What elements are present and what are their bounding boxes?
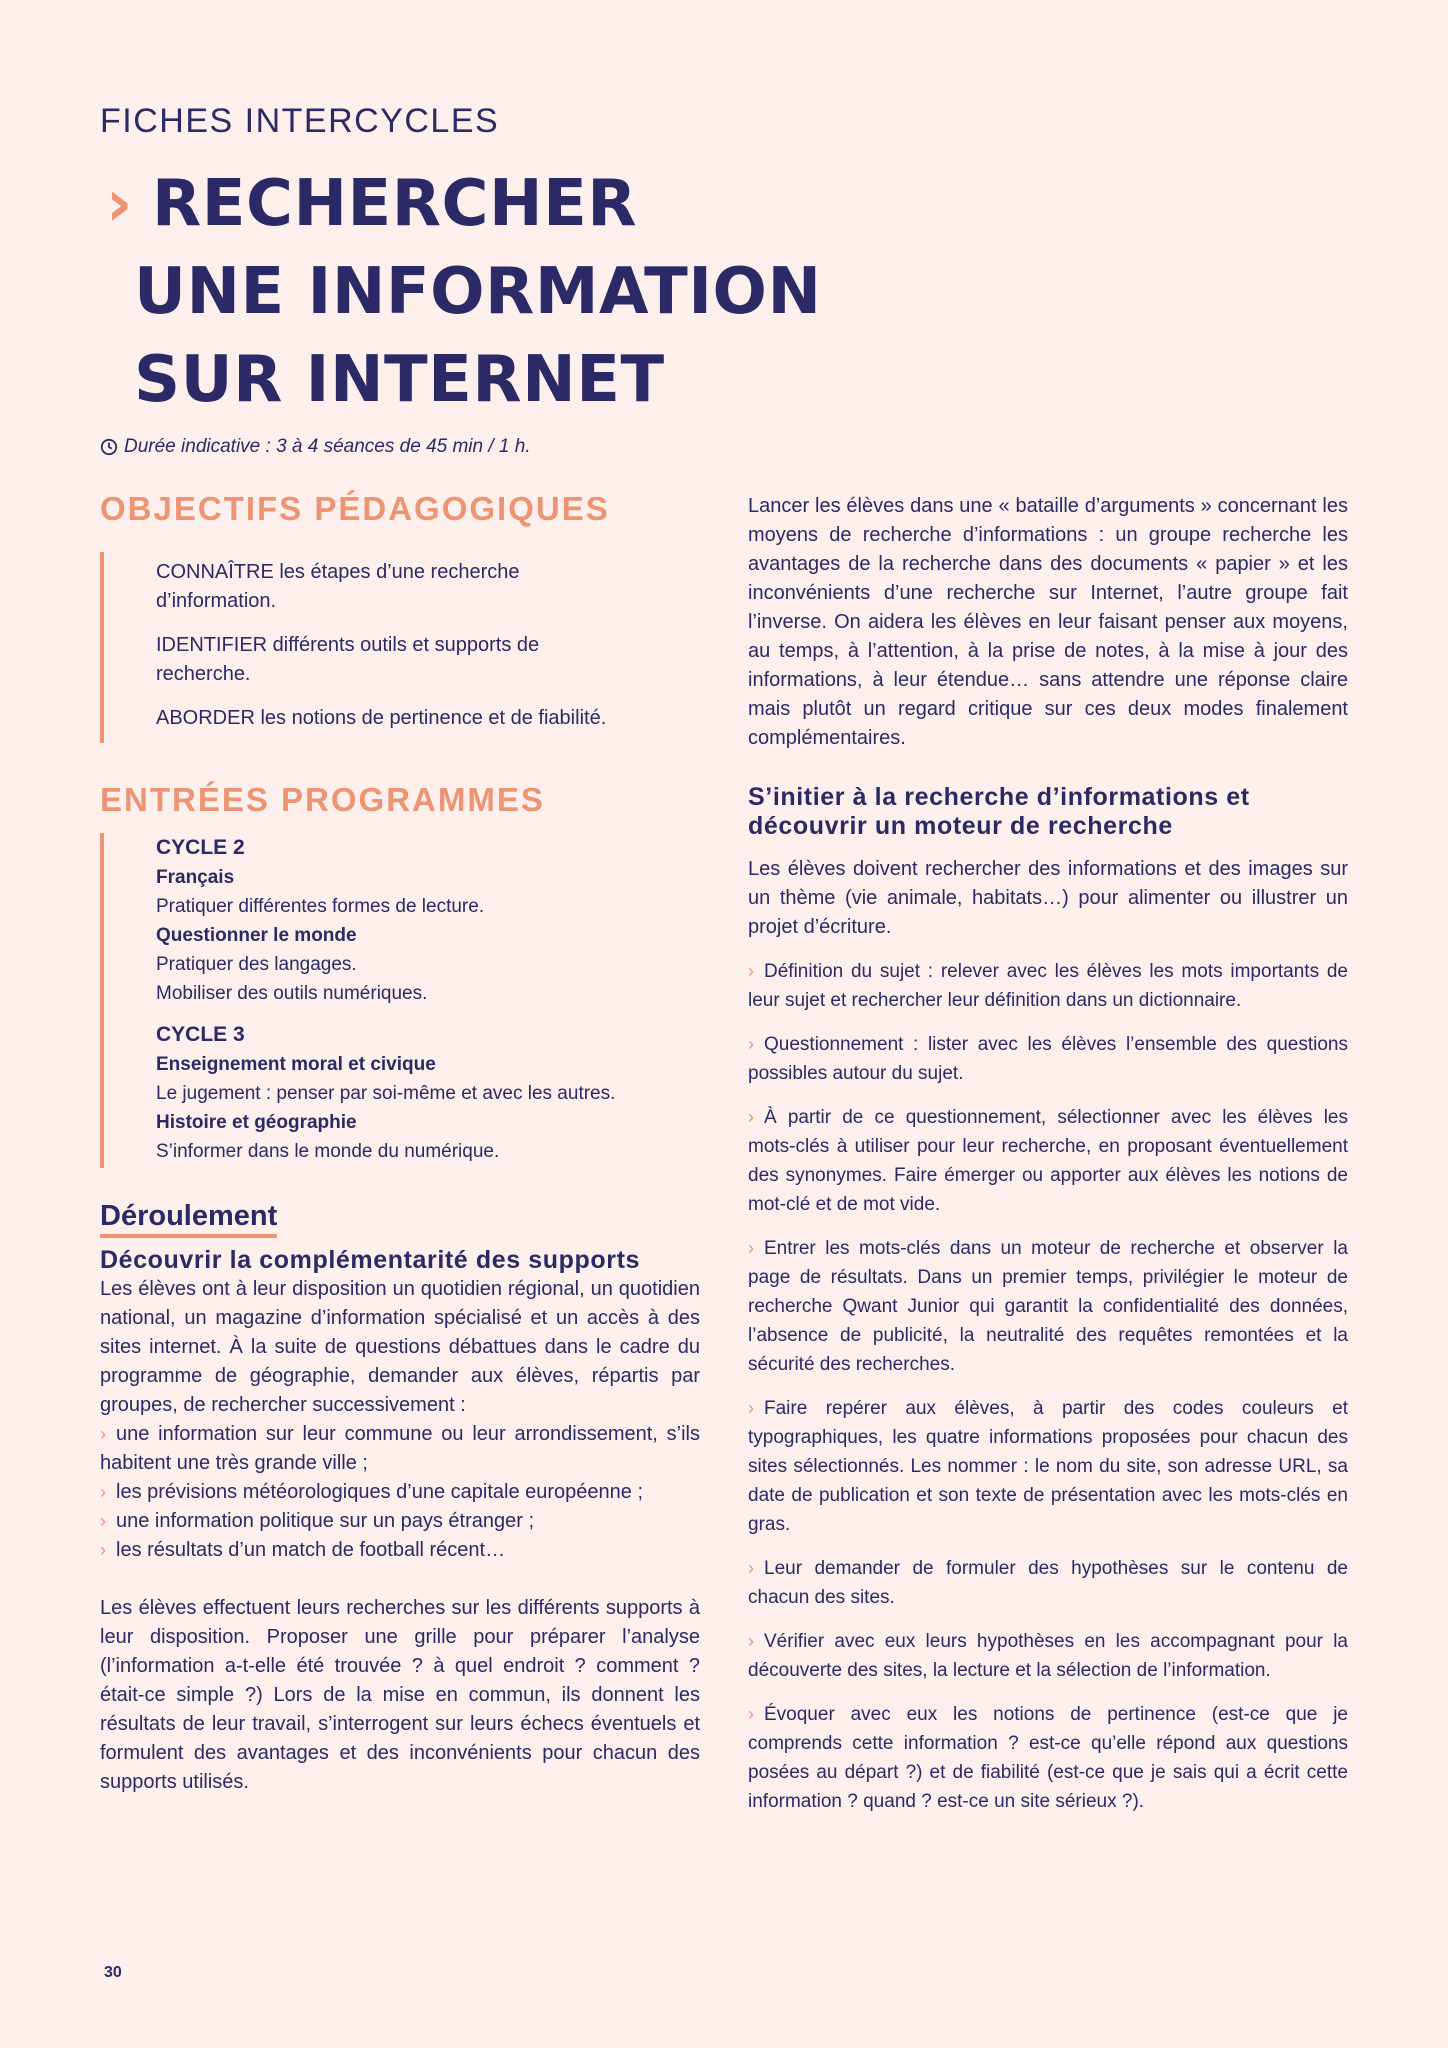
step-item: › Définition du sujet : relever avec les élèves les mots importants de leur sujet et rechercher leur définition dans un dictionnaire.: [748, 961, 1348, 1011]
section-2-intro: Les élèves doivent rechercher des informations et des images sur un thème (vie animale, habitats…) pour alimenter ou illustrer un projet d’écriture.: [748, 858, 1348, 938]
list-item: › les résultats d’un match de football récent…: [100, 1539, 506, 1561]
objectif-item: IDENTIFIER différents outils et supports de recherche.: [156, 634, 540, 685]
programme-item: Le jugement : penser par soi-même et avec les autres.: [156, 1083, 616, 1104]
step-item: › Évoquer avec eux les notions de pertinence (est-ce que je comprends cette information ? est-ce qu’elle répond aux questions posées au départ ?) et de fiabilité (est-ce que je sais qui a écrit cette information ? quand ? est-ce un site sérieux ?).: [748, 1704, 1348, 1812]
programme-item: Pratiquer différentes formes de lecture.: [156, 896, 485, 917]
bullet-chevron-icon: ›: [100, 1511, 106, 1531]
page-title: [106, 160, 822, 424]
step-item: › Vérifier avec eux leurs hypothèses en les accompagnant pour la découverte des sites, la lecture et la sélection de l’information.: [748, 1631, 1348, 1681]
step-item: › Entrer les mots-clés dans un moteur de recherche et observer la page de résultats. Dans un premier temps, privilégier le moteur de recherche Qwant Junior qui garantit la confidentialité des données, l’absence de publicité, la neutralité des requêtes remontées et la sécurité des recherches.: [748, 1238, 1348, 1375]
objectifs-list: [100, 552, 700, 743]
step-item: › Leur demander de formuler des hypothèses sur le contenu de chacun des sites.: [748, 1558, 1348, 1608]
programmes-heading: ENTRÉES PROGRAMMES: [100, 781, 545, 818]
duration-text: Durée indicative : 3 à 4 séances de 45 min / 1 h.: [124, 436, 531, 457]
programmes-list: [100, 833, 700, 1168]
bullet-chevron-icon: ›: [100, 1482, 106, 1502]
subject-label: Questionner le monde: [156, 925, 357, 946]
left-column: [100, 490, 700, 1797]
bullet-chevron-icon: ›: [100, 1424, 106, 1444]
section-1-paragraph-3: Lancer les élèves dans une « bataille d’arguments » concernant les moyens de recherche d’informations : un groupe recherche les avantages de la recherche dans des documents « papier » et les inconvénients d’une recherche sur Internet, l’autre groupe fait l’inverse. On aidera les élèves en leur faisant penser aux moyens, au temps, à l’attention, à la prise de notes, à la mise à jour des informations, à leur étendue… sans attendre une réponse claire mais plutôt un regard critique sur ces deux modes finalement complémentaires.: [748, 495, 1348, 749]
bullet-chevron-icon: ›: [748, 1558, 754, 1578]
step-item: › À partir de ce questionnement, sélectionner avec les élèves les mots-clés à utiliser pour leur recherche, en proposant éventuellement des synonymes. Faire émerger ou apporter aux élèves les notions de mot-clé et de mot vide.: [748, 1107, 1348, 1215]
title-line-1: RECHERCHER: [152, 167, 638, 241]
section-1-bullets: [100, 1420, 700, 1565]
objectif-item: CONNAÎTRE les étapes d’une recherche d’information.: [156, 561, 520, 612]
objectifs-heading: OBJECTIFS PÉDAGOGIQUES: [100, 490, 610, 527]
list-item: › les prévisions météorologiques d’une capitale européenne ;: [100, 1481, 644, 1503]
list-item: › une information politique sur un pays étranger ;: [100, 1510, 535, 1532]
step-item: › Questionnement : lister avec les élèves l’ensemble des questions possibles autour du sujet.: [748, 1034, 1348, 1084]
right-column: [748, 492, 1348, 1816]
title-line-2: UNE INFORMATION: [134, 255, 822, 329]
step-item: › Faire repérer aux élèves, à partir des codes couleurs et typographiques, les quatre informations proposées pour chacun des sites sélectionnés. Les nommer : le nom du site, son adresse URL, sa date de publication et son texte de présentation avec les mots-clés en gras.: [748, 1398, 1348, 1535]
bullet-chevron-icon: ›: [748, 1631, 754, 1651]
list-item: › une information sur leur commune ou leur arrondissement, s’ils habitent une très grande ville ;: [100, 1423, 700, 1474]
subject-label: Histoire et géographie: [156, 1112, 357, 1133]
section-1-intro: Les élèves ont à leur disposition un quotidien régional, un quotidien national, un magazine d’information spécialisé et un accès à des sites internet. À la suite de questions débattues dans le cadre du programme de géographie, demander aux élèves, répartis par groupes, de rechercher successivement :: [100, 1278, 700, 1416]
programme-item: Mobiliser des outils numériques.: [156, 983, 428, 1004]
title-line-3: SUR INTERNET: [134, 343, 665, 417]
bullet-chevron-icon: ›: [748, 1238, 754, 1258]
duration: [100, 436, 531, 458]
programme-item: Pratiquer des langages.: [156, 954, 357, 975]
section-1-paragraph-2: Les élèves effectuent leurs recherches sur les différents supports à leur disposition. Proposer une grille pour préparer l’analyse (l’information a-t-elle été trouvée ? à quel endroit ? comment ? était-ce simple ?) Lors de la mise en commun, ils donnent les résultats de leur travail, s’interrogent sur leurs échecs éventuels et formulent des avantages et des inconvénients pour chacun des supports utilisés.: [100, 1597, 700, 1793]
deroulement-heading: Déroulement: [100, 1200, 277, 1238]
bullet-chevron-icon: ›: [748, 1398, 754, 1418]
bullet-chevron-icon: ›: [748, 1034, 754, 1054]
cycle-3-label: CYCLE 3: [156, 1023, 245, 1046]
cycle-2-label: CYCLE 2: [156, 836, 245, 859]
subject-label: Français: [156, 867, 235, 888]
bullet-chevron-icon: ›: [748, 1704, 754, 1724]
bullet-chevron-icon: ›: [748, 961, 754, 981]
programme-item: S’informer dans le monde du numérique.: [156, 1141, 500, 1162]
section-1-title: Découvrir la complémentarité des supports: [100, 1246, 641, 1274]
section-2-title: S’initier à la recherche d’informations et découvrir un moteur de recherche: [748, 783, 1250, 840]
page-number: 30: [104, 1964, 122, 1981]
kicker: FICHES INTERCYCLES: [100, 102, 500, 140]
chevron-icon: ›: [106, 167, 133, 241]
objectif-item: ABORDER les notions de pertinence et de fiabilité.: [156, 707, 607, 729]
bullet-chevron-icon: ›: [100, 1540, 106, 1560]
clock-icon: [100, 438, 118, 456]
bullet-chevron-icon: ›: [748, 1107, 754, 1127]
subject-label: Enseignement moral et civique: [156, 1054, 436, 1075]
